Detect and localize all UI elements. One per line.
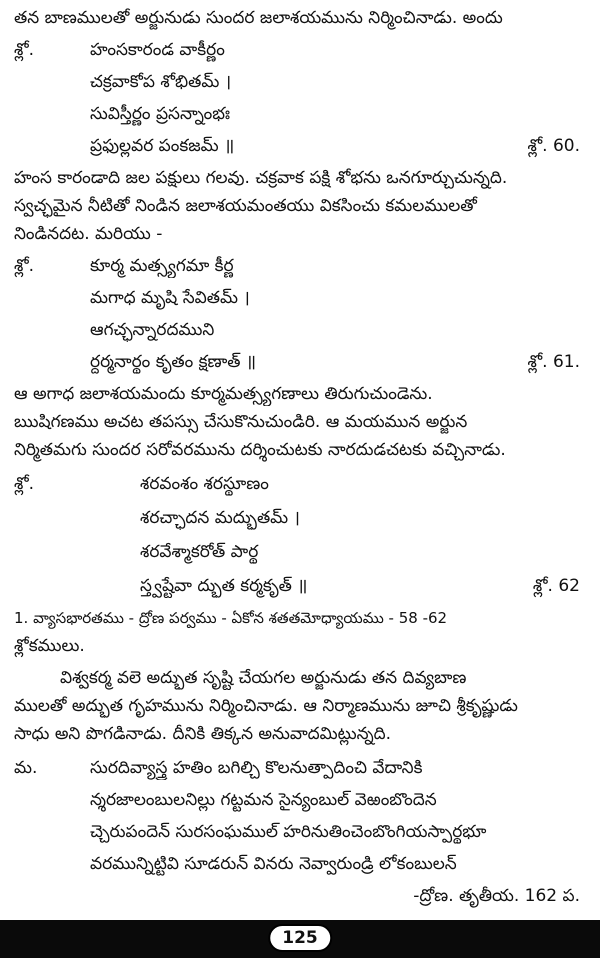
footnote-line: శ్లోకములు.	[14, 636, 85, 656]
text-line: ఆ అగాధ జలాశయమందు కూర్మమత్స్యగణాలు తిరుగుచుండెను.	[14, 384, 433, 404]
verse-reference: శ్లో. 61.	[527, 352, 580, 372]
text-line: తన బాణములతో అర్జునుడు సుందర జలాశయమును నిర్మించినాడు. అందు	[14, 8, 503, 28]
text-line: స్వచ్ఛమైన నీటితో నిండిన జలాశయమంతయు వికసించు కమలములతో	[14, 196, 477, 216]
verse-line: స్త్వష్టేవా ద్భుత కర్మకృత్ ॥	[140, 576, 308, 596]
page-number: 125	[268, 924, 332, 952]
text-line: నిర్మితమగు సుందర సరోవరమును దర్శించుటకు నారదుడచటకు వచ్చినాడు.	[14, 440, 506, 460]
text-line: విశ్వకర్మ వలె అద్భుత సృష్టి చేయగల అర్జునుడు తన దివ్యబాణ	[60, 668, 467, 688]
verse-line: ఆగచ్ఛన్నారదముని	[90, 320, 215, 340]
poem-reference: -ద్రోణ. తృతీయ. 162 ప.	[413, 886, 580, 906]
verse-line: హంసకారండ వాకీర్ణం	[90, 40, 225, 60]
verse-reference: శ్లో. 62	[532, 576, 580, 596]
shloka-marker: శ్లో.	[14, 474, 35, 494]
shloka-marker: శ్లో.	[14, 256, 35, 276]
shloka-marker: శ్లో.	[14, 40, 35, 60]
verse-reference: శ్లో. 60.	[527, 136, 580, 156]
verse-line: సువిస్తీర్ణం ప్రసన్నాంభః	[90, 104, 230, 124]
verse-line: ప్రఫుల్లవర పంకజమ్ ॥	[90, 136, 235, 156]
text-line: సాధు అని పొగడినాడు. దీనికి తిక్కన అనువాదమిట్లున్నది.	[14, 724, 392, 744]
poem-line: సురదివ్యాస్త్ర హతిం బగిల్చి కొలనుత్పాదించి వేదానికి	[90, 758, 423, 778]
verse-line: శరవంశం శరస్థూణం	[140, 474, 269, 494]
poem-line: న్శరజాలంబులనిల్లు గట్టమన సైన్యంబుల్ వెఱంబొందెన	[90, 790, 437, 810]
poem-line: చ్చెరుపందెన్ సురసంఘముల్ హరినుతించెంబొంగియస్పార్థభూ	[90, 822, 487, 842]
text-line: హంస కారండాది జల పక్షులు గలవు. చక్రవాక పక్షి శోభను ఒనగూర్చుచున్నది.	[14, 168, 508, 188]
verse-line: మగాధ మృషి సేవితమ్ ।	[90, 288, 250, 308]
footnote-line: 1. వ్యాసభారతము - ద్రోణ పర్వము - ఏకోన శతతమోధ్యాయము - 58 -62	[14, 609, 448, 627]
verse-line: శరచ్ఛాదన మద్భుతమ్ ।	[140, 508, 300, 528]
verse-line: ర్దర్మనార్థం కృతం క్షణాత్ ॥	[90, 352, 257, 372]
ma-marker: మ.	[14, 758, 38, 778]
text-line: ములతో అద్భుత గృహమును నిర్మించినాడు. ఆ నిర్మాణమును జూచి శ్రీకృష్ణుడు	[14, 696, 518, 716]
verse-line: శరవేశ్మాకరోత్ పార్థ	[140, 542, 259, 562]
verse-line: కూర్మ మత్స్యగమా కీర్ణ	[90, 256, 234, 276]
text-line: నిండినదట. మరియు -	[14, 224, 163, 244]
poem-line: వరమున్నిట్టివి సూడరున్ వినరు నెవ్వారుండ్రి లోకంబులన్	[90, 854, 457, 874]
verse-line: చక్రవాకోప శోభితమ్ ।	[90, 72, 232, 92]
text-line: ఋషిగణము అచట తపస్సు చేసుకొనుచుండిరి. ఆ మయమున అర్జున	[14, 412, 468, 432]
